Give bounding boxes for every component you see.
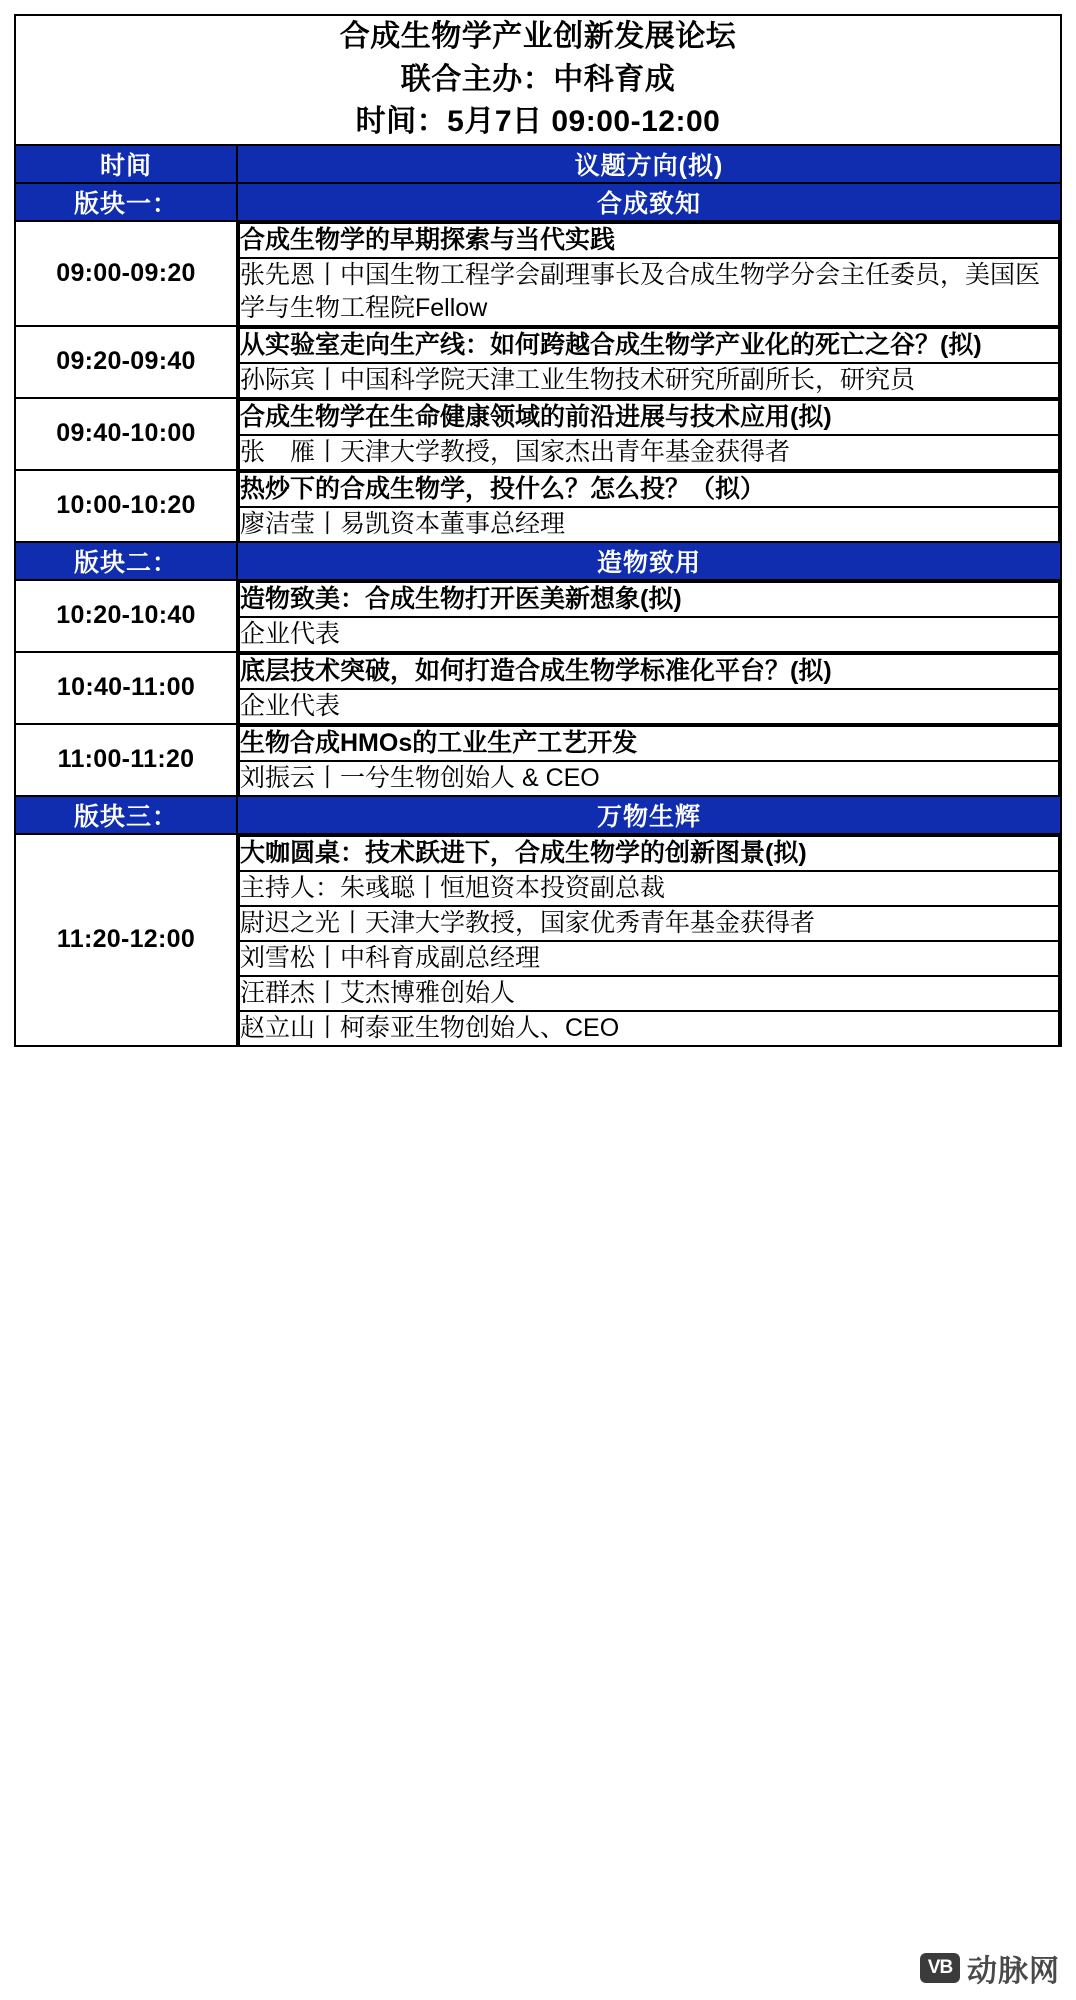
table-row xyxy=(15,221,1061,326)
table-row xyxy=(15,470,1061,542)
session-time: 09:40-10:00 xyxy=(15,398,237,470)
forum-title-line-2: 联合主办：中科育成 xyxy=(400,62,676,96)
session-speaker: 赵立山丨柯泰亚生物创始人、CEO xyxy=(239,1011,1059,1045)
session-topic: 合成生物学在生命健康领域的前沿进展与技术应用(拟) xyxy=(239,400,1059,435)
session-time: 09:00-09:20 xyxy=(15,221,237,326)
section-name: 合成致知 xyxy=(237,183,1061,221)
session-topic: 热炒下的合成生物学，投什么？怎么投？（拟） xyxy=(239,472,1059,507)
column-header-topic: 议题方向(拟) xyxy=(237,145,1061,183)
watermark-text: 动脉网 xyxy=(967,1955,1060,1988)
title-row xyxy=(15,15,1061,145)
table-row xyxy=(15,398,1061,470)
session-time: 10:00-10:20 xyxy=(15,470,237,542)
section-label: 版块三： xyxy=(15,796,237,834)
session-speaker: 刘振云丨一兮生物创始人 & CEO xyxy=(239,761,1059,795)
session-time: 10:20-10:40 xyxy=(15,580,237,652)
session-body xyxy=(237,834,1061,1046)
session-body xyxy=(237,221,1061,326)
session-body xyxy=(237,326,1061,398)
session-time: 11:20-12:00 xyxy=(15,834,237,1046)
session-topic: 造物致美：合成生物打开医美新想象(拟) xyxy=(239,582,1059,617)
watermark xyxy=(920,1946,1060,1990)
section-label: 版块一： xyxy=(15,183,237,221)
session-speaker: 汪群杰丨艾杰博雅创始人 xyxy=(239,976,1059,1011)
session-topic: 底层技术突破，如何打造合成生物学标准化平台？(拟) xyxy=(239,654,1059,689)
table-row xyxy=(15,580,1061,652)
session-speaker: 张 雁丨天津大学教授，国家杰出青年基金获得者 xyxy=(239,435,1059,469)
forum-title xyxy=(15,15,1061,145)
session-body xyxy=(237,580,1061,652)
session-speaker: 孙际宾丨中国科学院天津工业生物技术研究所副所长，研究员 xyxy=(239,363,1059,397)
session-body xyxy=(237,724,1061,796)
session-speaker: 企业代表 xyxy=(239,689,1059,723)
session-topic: 合成生物学的早期探索与当代实践 xyxy=(239,223,1059,258)
table-row xyxy=(15,652,1061,724)
session-body xyxy=(237,398,1061,470)
session-speaker: 廖洁莹丨易凯资本董事总经理 xyxy=(239,507,1059,541)
session-body xyxy=(237,652,1061,724)
forum-title-line-3: 时间：5月7日 09:00-12:00 xyxy=(355,105,721,139)
section-label: 版块二： xyxy=(15,542,237,580)
session-topic: 大咖圆桌：技术跃进下，合成生物学的创新图景(拟) xyxy=(239,836,1059,871)
table-row xyxy=(15,834,1061,1046)
table-row xyxy=(15,326,1061,398)
session-speaker: 企业代表 xyxy=(239,617,1059,651)
session-speaker: 刘雪松丨中科育成副总经理 xyxy=(239,941,1059,976)
session-time: 11:00-11:20 xyxy=(15,724,237,796)
agenda-table xyxy=(14,14,1062,1047)
session-speaker: 主持人：朱彧聪丨恒旭资本投资副总裁 xyxy=(239,871,1059,906)
section-name: 造物致用 xyxy=(237,542,1061,580)
session-topic: 从实验室走向生产线：如何跨越合成生物学产业化的死亡之谷？(拟) xyxy=(239,328,1059,363)
section-name: 万物生辉 xyxy=(237,796,1061,834)
section-header-row xyxy=(15,542,1061,580)
column-header-time: 时间 xyxy=(15,145,237,183)
section-header-row xyxy=(15,796,1061,834)
forum-title-line-1: 合成生物学产业创新发展论坛 xyxy=(339,20,737,53)
session-speaker: 张先恩丨中国生物工程学会副理事长及合成生物学分会主任委员，美国医学与生物工程院Fellow xyxy=(239,258,1059,325)
watermark-badge: VB xyxy=(920,1953,960,1983)
session-body xyxy=(237,470,1061,542)
section-header-row xyxy=(15,183,1061,221)
session-speaker: 尉迟之光丨天津大学教授，国家优秀青年基金获得者 xyxy=(239,906,1059,941)
agenda-page xyxy=(0,14,1076,2000)
session-time: 10:40-11:00 xyxy=(15,652,237,724)
table-row xyxy=(15,724,1061,796)
session-topic: 生物合成HMOs的工业生产工艺开发 xyxy=(239,726,1059,761)
session-time: 09:20-09:40 xyxy=(15,326,237,398)
column-header-row xyxy=(15,145,1061,183)
